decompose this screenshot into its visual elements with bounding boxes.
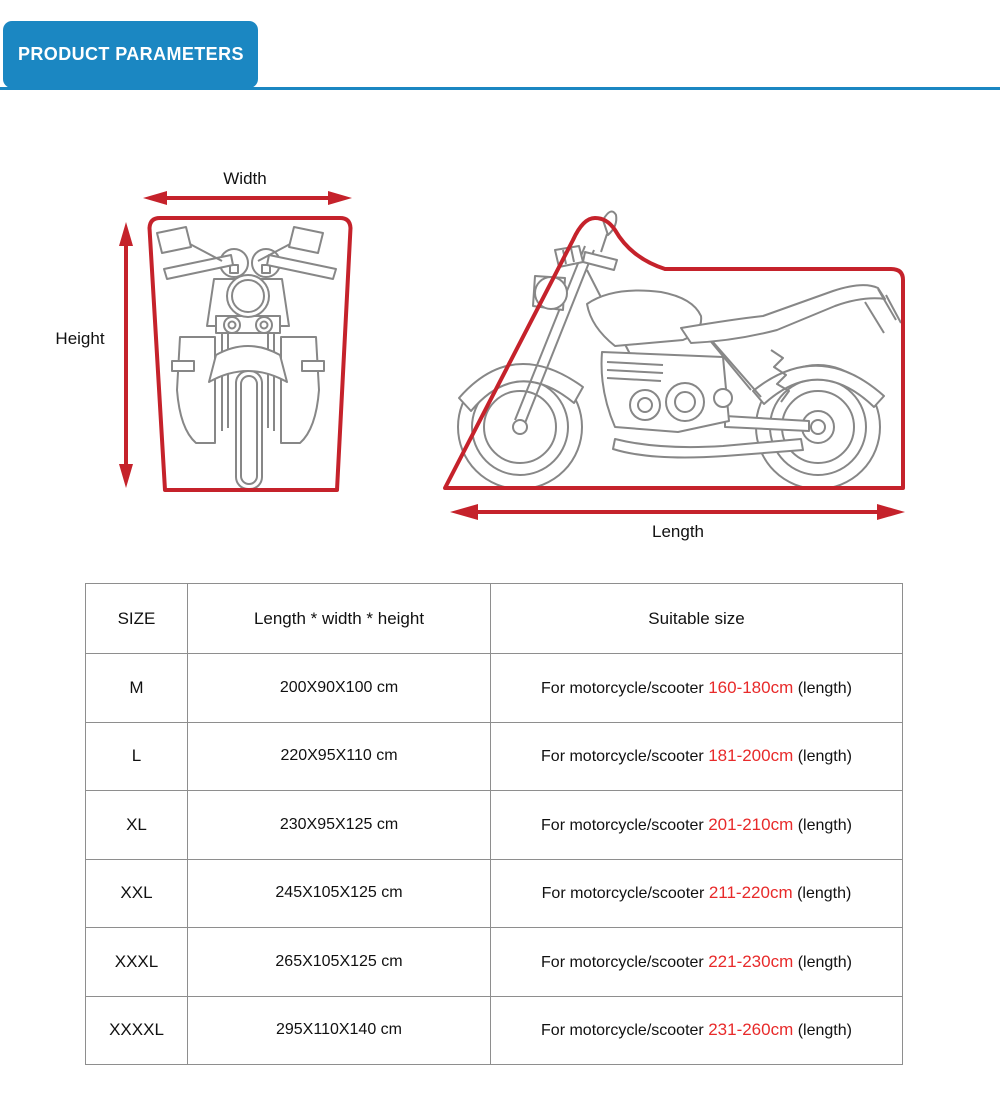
suitable-prefix: For motorcycle/scooter [541, 679, 704, 697]
suitable-length-range: 211-220cm [708, 883, 793, 903]
suitable-cell [491, 859, 903, 928]
suitable-cell [491, 928, 903, 997]
size-table [85, 583, 903, 1065]
height-arrow [119, 222, 133, 488]
motorcycle-front-view-diagram [110, 185, 370, 505]
size-cell: XXXL [86, 928, 188, 997]
suitable-prefix: For motorcycle/scooter [541, 953, 704, 971]
suitable-prefix: For motorcycle/scooter [541, 1022, 704, 1040]
column-header-dimensions: Length * width * height [188, 584, 491, 654]
width-dimension-label: Width [223, 169, 267, 188]
motorcycle-side-line-art [458, 211, 901, 489]
suitable-suffix: (length) [797, 816, 852, 834]
motorcycle-front-line-art [157, 227, 336, 489]
table-row [86, 928, 903, 997]
dimensions-cell: 245X105X125 cm [188, 859, 491, 928]
size-table-body [86, 654, 903, 1065]
suitable-length-range: 221-230cm [708, 951, 794, 971]
suitable-cell [491, 654, 903, 723]
dimensions-cell: 265X105X125 cm [188, 928, 491, 997]
suitable-length-range: 231-260cm [708, 1020, 794, 1040]
size-cell: XXL [86, 859, 188, 928]
length-arrow [450, 504, 905, 520]
size-cell: M [86, 654, 188, 723]
table-row [86, 859, 903, 928]
size-cell: XXXXL [86, 996, 188, 1065]
suitable-length-range: 201-210cm [708, 814, 794, 834]
width-arrow [143, 191, 352, 205]
table-row [86, 996, 903, 1065]
dimensions-cell: 230X95X125 cm [188, 791, 491, 860]
size-cell: XL [86, 791, 188, 860]
suitable-suffix: (length) [797, 885, 852, 903]
section-title: PRODUCT PARAMETERS [18, 44, 244, 64]
column-header-size: SIZE [86, 584, 188, 654]
motorcycle-side-view-diagram [435, 190, 915, 530]
dimensions-cell: 295X110X140 cm [188, 996, 491, 1065]
dimensions-cell: 200X90X100 cm [188, 654, 491, 723]
table-header-row [86, 584, 903, 654]
suitable-suffix: (length) [797, 748, 852, 766]
table-row [86, 791, 903, 860]
section-banner [3, 21, 258, 88]
suitable-cell [491, 722, 903, 791]
length-dimension-label: Length [652, 522, 704, 541]
table-row [86, 722, 903, 791]
table-row [86, 654, 903, 723]
size-cell: L [86, 722, 188, 791]
suitable-prefix: For motorcycle/scooter [541, 885, 705, 903]
suitable-suffix: (length) [797, 953, 852, 971]
suitable-suffix: (length) [797, 679, 852, 697]
height-dimension-label: Height [55, 329, 105, 348]
suitable-length-range: 160-180cm [708, 677, 794, 697]
suitable-cell [491, 791, 903, 860]
suitable-prefix: For motorcycle/scooter [541, 816, 704, 834]
column-header-suitable: Suitable size [491, 584, 903, 654]
suitable-cell [491, 996, 903, 1065]
dimensions-cell: 220X95X110 cm [188, 722, 491, 791]
suitable-length-range: 181-200cm [708, 746, 794, 766]
suitable-suffix: (length) [797, 1022, 852, 1040]
suitable-prefix: For motorcycle/scooter [541, 748, 704, 766]
